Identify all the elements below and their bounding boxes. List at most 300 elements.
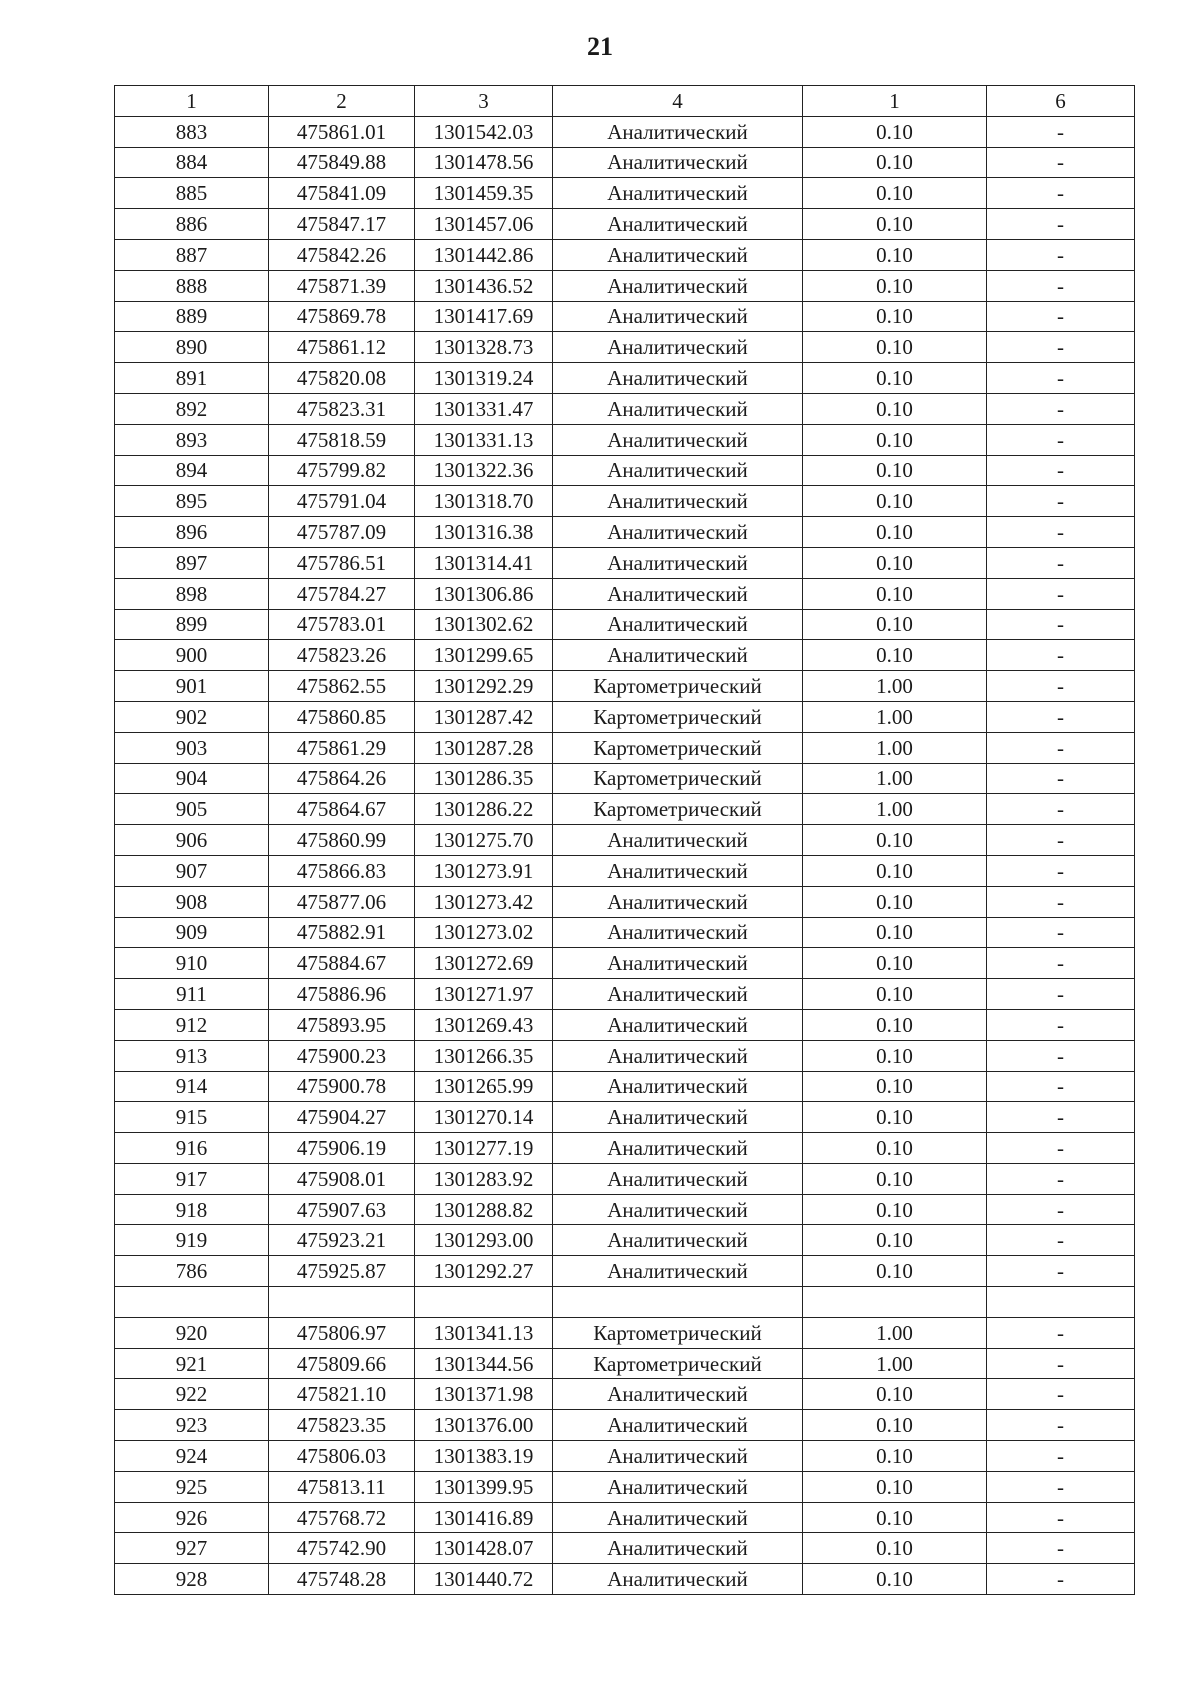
note-cell: - — [987, 486, 1135, 517]
method-cell: Аналитический — [553, 116, 803, 147]
note-cell: - — [987, 270, 1135, 301]
point-number-cell: 921 — [115, 1348, 269, 1379]
table-row — [115, 363, 1135, 394]
method-cell: Аналитический — [553, 1410, 803, 1441]
accuracy-cell: 0.10 — [803, 1071, 987, 1102]
note-cell: - — [987, 1379, 1135, 1410]
table-row — [115, 671, 1135, 702]
x-coordinate-cell: 475861.01 — [269, 116, 415, 147]
method-cell: Аналитический — [553, 1040, 803, 1071]
method-cell: Аналитический — [553, 1071, 803, 1102]
y-coordinate-cell: 1301302.62 — [415, 609, 553, 640]
note-cell: - — [987, 578, 1135, 609]
table-row — [115, 1102, 1135, 1133]
point-number-cell: 919 — [115, 1225, 269, 1256]
point-number-cell: 909 — [115, 917, 269, 948]
note-cell: - — [987, 855, 1135, 886]
point-number-cell: 928 — [115, 1564, 269, 1595]
table-row — [115, 332, 1135, 363]
note-cell: - — [987, 1163, 1135, 1194]
table-row — [115, 393, 1135, 424]
accuracy-cell: 0.10 — [803, 1564, 987, 1595]
note-cell: - — [987, 825, 1135, 856]
method-cell: Аналитический — [553, 578, 803, 609]
accuracy-cell: 1.00 — [803, 794, 987, 825]
table-row — [115, 701, 1135, 732]
method-cell: Аналитический — [553, 301, 803, 332]
x-coordinate-cell: 475877.06 — [269, 886, 415, 917]
method-cell: Аналитический — [553, 1163, 803, 1194]
x-coordinate-cell: 475923.21 — [269, 1225, 415, 1256]
y-coordinate-cell: 1301273.91 — [415, 855, 553, 886]
y-coordinate-cell: 1301283.92 — [415, 1163, 553, 1194]
point-number-cell: 905 — [115, 794, 269, 825]
table-row — [115, 1564, 1135, 1595]
method-cell: Аналитический — [553, 886, 803, 917]
accuracy-cell: 1.00 — [803, 1348, 987, 1379]
coordinates-table — [114, 85, 1135, 1595]
point-number-cell: 914 — [115, 1071, 269, 1102]
accuracy-cell: 0.10 — [803, 363, 987, 394]
method-cell: Аналитический — [553, 393, 803, 424]
method-cell: Картометрический — [553, 763, 803, 794]
y-coordinate-cell: 1301306.86 — [415, 578, 553, 609]
table-row — [115, 855, 1135, 886]
method-cell: Аналитический — [553, 1441, 803, 1472]
table-row — [115, 1071, 1135, 1102]
note-cell: - — [987, 178, 1135, 209]
point-number-cell: 908 — [115, 886, 269, 917]
point-number-cell: 898 — [115, 578, 269, 609]
accuracy-cell: 1.00 — [803, 671, 987, 702]
point-number-cell: 920 — [115, 1317, 269, 1348]
table-row — [115, 1317, 1135, 1348]
table-row — [115, 1502, 1135, 1533]
note-cell: - — [987, 517, 1135, 548]
y-coordinate-cell: 1301457.06 — [415, 209, 553, 240]
x-coordinate-cell: 475813.11 — [269, 1471, 415, 1502]
point-number-cell: 925 — [115, 1471, 269, 1502]
method-cell: Аналитический — [553, 332, 803, 363]
accuracy-cell: 0.10 — [803, 116, 987, 147]
note-cell: - — [987, 1471, 1135, 1502]
accuracy-cell: 0.10 — [803, 1379, 987, 1410]
point-number-cell: 901 — [115, 671, 269, 702]
y-coordinate-cell: 1301273.02 — [415, 917, 553, 948]
x-coordinate-cell: 475907.63 — [269, 1194, 415, 1225]
x-coordinate-cell: 475900.78 — [269, 1071, 415, 1102]
table-row — [115, 794, 1135, 825]
y-coordinate-cell: 1301271.97 — [415, 979, 553, 1010]
table-row — [115, 1410, 1135, 1441]
note-cell: - — [987, 424, 1135, 455]
table-row — [115, 1256, 1135, 1287]
y-coordinate-cell: 1301417.69 — [415, 301, 553, 332]
note-cell: - — [987, 1133, 1135, 1164]
method-cell: Аналитический — [553, 147, 803, 178]
x-coordinate-cell: 475742.90 — [269, 1533, 415, 1564]
accuracy-cell: 0.10 — [803, 1533, 987, 1564]
y-coordinate-cell: 1301287.42 — [415, 701, 553, 732]
method-cell: Картометрический — [553, 732, 803, 763]
coordinates-table-body — [115, 86, 1135, 1595]
x-coordinate-cell: 475860.99 — [269, 825, 415, 856]
method-cell: Аналитический — [553, 640, 803, 671]
table-row — [115, 455, 1135, 486]
method-cell: Картометрический — [553, 794, 803, 825]
x-coordinate-cell: 475809.66 — [269, 1348, 415, 1379]
y-coordinate-cell: 1301273.42 — [415, 886, 553, 917]
accuracy-cell: 0.10 — [803, 517, 987, 548]
method-cell — [553, 1287, 803, 1318]
table-row — [115, 1009, 1135, 1040]
point-number-cell: 916 — [115, 1133, 269, 1164]
y-coordinate-cell: 1301275.70 — [415, 825, 553, 856]
point-number-cell: 890 — [115, 332, 269, 363]
point-number-cell: 899 — [115, 609, 269, 640]
table-row — [115, 609, 1135, 640]
y-coordinate-cell: 1301459.35 — [415, 178, 553, 209]
y-coordinate-cell: 1301292.29 — [415, 671, 553, 702]
x-coordinate-cell: 475791.04 — [269, 486, 415, 517]
table-row — [115, 578, 1135, 609]
x-coordinate-cell: 475783.01 — [269, 609, 415, 640]
method-cell: Аналитический — [553, 1102, 803, 1133]
x-coordinate-cell: 475841.09 — [269, 178, 415, 209]
table-row — [115, 825, 1135, 856]
method-cell: Аналитический — [553, 1564, 803, 1595]
method-cell: Аналитический — [553, 1225, 803, 1256]
x-coordinate-cell: 475823.31 — [269, 393, 415, 424]
note-cell: - — [987, 1533, 1135, 1564]
accuracy-cell: 0.10 — [803, 1256, 987, 1287]
point-number-cell: 912 — [115, 1009, 269, 1040]
accuracy-cell: 0.10 — [803, 1502, 987, 1533]
table-row — [115, 270, 1135, 301]
x-coordinate-cell: 475818.59 — [269, 424, 415, 455]
note-cell: - — [987, 979, 1135, 1010]
note-cell: - — [987, 393, 1135, 424]
x-coordinate-cell: 475786.51 — [269, 547, 415, 578]
accuracy-cell: 0.10 — [803, 855, 987, 886]
note-cell: - — [987, 1564, 1135, 1595]
accuracy-cell — [803, 1287, 987, 1318]
point-number-cell: 889 — [115, 301, 269, 332]
method-cell: Аналитический — [553, 1009, 803, 1040]
point-number-cell: 927 — [115, 1533, 269, 1564]
x-coordinate-cell: 475748.28 — [269, 1564, 415, 1595]
note-cell: - — [987, 301, 1135, 332]
accuracy-cell: 0.10 — [803, 424, 987, 455]
y-coordinate-cell: 1301442.86 — [415, 239, 553, 270]
x-coordinate-cell: 475904.27 — [269, 1102, 415, 1133]
page-number: 21 — [587, 32, 613, 61]
method-cell: Аналитический — [553, 178, 803, 209]
table-row — [115, 301, 1135, 332]
method-cell: Аналитический — [553, 1471, 803, 1502]
method-cell: Аналитический — [553, 825, 803, 856]
y-coordinate-cell: 1301341.13 — [415, 1317, 553, 1348]
y-coordinate-cell: 1301277.19 — [415, 1133, 553, 1164]
table-row — [115, 239, 1135, 270]
y-coordinate-cell: 1301322.36 — [415, 455, 553, 486]
accuracy-cell: 0.10 — [803, 301, 987, 332]
table-row — [115, 486, 1135, 517]
table-row — [115, 948, 1135, 979]
x-coordinate-cell: 475864.26 — [269, 763, 415, 794]
table-row — [115, 147, 1135, 178]
x-coordinate-cell: 475784.27 — [269, 578, 415, 609]
note-cell: - — [987, 609, 1135, 640]
point-number-cell: 904 — [115, 763, 269, 794]
accuracy-cell: 0.10 — [803, 979, 987, 1010]
y-coordinate-cell: 1301314.41 — [415, 547, 553, 578]
accuracy-cell: 0.10 — [803, 455, 987, 486]
x-coordinate-cell: 475787.09 — [269, 517, 415, 548]
y-coordinate-cell: 1301288.82 — [415, 1194, 553, 1225]
note-cell: - — [987, 1194, 1135, 1225]
y-coordinate-cell: 1301440.72 — [415, 1564, 553, 1595]
point-number-cell: 924 — [115, 1441, 269, 1472]
table-row — [115, 1194, 1135, 1225]
accuracy-cell: 0.10 — [803, 209, 987, 240]
accuracy-cell: 0.10 — [803, 393, 987, 424]
note-cell: - — [987, 1410, 1135, 1441]
point-number-cell: 886 — [115, 209, 269, 240]
x-coordinate-cell: 475900.23 — [269, 1040, 415, 1071]
y-coordinate-cell: 1301266.35 — [415, 1040, 553, 1071]
y-coordinate-cell: 1301383.19 — [415, 1441, 553, 1472]
method-cell: Аналитический — [553, 424, 803, 455]
note-cell: - — [987, 1256, 1135, 1287]
table-header-row — [115, 86, 1135, 117]
x-coordinate-cell: 475866.83 — [269, 855, 415, 886]
method-cell: Аналитический — [553, 455, 803, 486]
accuracy-cell: 0.10 — [803, 886, 987, 917]
x-coordinate-cell: 475823.35 — [269, 1410, 415, 1441]
table-row — [115, 209, 1135, 240]
method-cell: Аналитический — [553, 270, 803, 301]
method-cell: Аналитический — [553, 363, 803, 394]
x-coordinate-cell: 475906.19 — [269, 1133, 415, 1164]
method-cell: Аналитический — [553, 1533, 803, 1564]
x-coordinate-cell: 475871.39 — [269, 270, 415, 301]
x-coordinate-cell: 475806.97 — [269, 1317, 415, 1348]
note-cell: - — [987, 763, 1135, 794]
method-cell: Картометрический — [553, 701, 803, 732]
y-coordinate-cell: 1301286.22 — [415, 794, 553, 825]
x-coordinate-cell — [269, 1287, 415, 1318]
accuracy-cell: 0.10 — [803, 270, 987, 301]
x-coordinate-cell: 475882.91 — [269, 917, 415, 948]
point-number-cell: 884 — [115, 147, 269, 178]
accuracy-cell: 0.10 — [803, 948, 987, 979]
accuracy-cell: 0.10 — [803, 486, 987, 517]
method-cell: Аналитический — [553, 948, 803, 979]
x-coordinate-cell: 475893.95 — [269, 1009, 415, 1040]
method-cell: Аналитический — [553, 1194, 803, 1225]
table-row — [115, 1133, 1135, 1164]
y-coordinate-cell: 1301269.43 — [415, 1009, 553, 1040]
point-number-cell: 926 — [115, 1502, 269, 1533]
point-number-cell: 907 — [115, 855, 269, 886]
accuracy-cell: 1.00 — [803, 732, 987, 763]
note-cell: - — [987, 886, 1135, 917]
accuracy-cell: 0.10 — [803, 578, 987, 609]
method-cell: Аналитический — [553, 517, 803, 548]
x-coordinate-cell: 475925.87 — [269, 1256, 415, 1287]
table-row — [115, 886, 1135, 917]
y-coordinate-cell: 1301299.65 — [415, 640, 553, 671]
method-cell: Аналитический — [553, 1133, 803, 1164]
point-number-cell: 887 — [115, 239, 269, 270]
method-cell: Картометрический — [553, 1348, 803, 1379]
point-number-cell: 910 — [115, 948, 269, 979]
column-number-cell: 2 — [269, 86, 415, 117]
x-coordinate-cell: 475821.10 — [269, 1379, 415, 1410]
y-coordinate-cell: 1301399.95 — [415, 1471, 553, 1502]
y-coordinate-cell: 1301286.35 — [415, 763, 553, 794]
column-number-cell: 1 — [803, 86, 987, 117]
note-cell: - — [987, 363, 1135, 394]
x-coordinate-cell: 475864.67 — [269, 794, 415, 825]
method-cell: Аналитический — [553, 855, 803, 886]
method-cell: Аналитический — [553, 1256, 803, 1287]
note-cell: - — [987, 1071, 1135, 1102]
y-coordinate-cell: 1301270.14 — [415, 1102, 553, 1133]
y-coordinate-cell: 1301428.07 — [415, 1533, 553, 1564]
table-row — [115, 979, 1135, 1010]
accuracy-cell: 0.10 — [803, 178, 987, 209]
accuracy-cell: 1.00 — [803, 701, 987, 732]
column-number-cell: 3 — [415, 86, 553, 117]
table-row — [115, 1287, 1135, 1318]
accuracy-cell: 0.10 — [803, 1102, 987, 1133]
point-number-cell: 917 — [115, 1163, 269, 1194]
point-number-cell: 786 — [115, 1256, 269, 1287]
note-cell: - — [987, 147, 1135, 178]
point-number-cell: 891 — [115, 363, 269, 394]
note-cell: - — [987, 239, 1135, 270]
accuracy-cell: 0.10 — [803, 332, 987, 363]
y-coordinate-cell: 1301319.24 — [415, 363, 553, 394]
note-cell: - — [987, 640, 1135, 671]
table-row — [115, 763, 1135, 794]
y-coordinate-cell: 1301376.00 — [415, 1410, 553, 1441]
point-number-cell: 918 — [115, 1194, 269, 1225]
note-cell: - — [987, 1317, 1135, 1348]
method-cell: Аналитический — [553, 547, 803, 578]
column-number-cell: 1 — [115, 86, 269, 117]
y-coordinate-cell: 1301316.38 — [415, 517, 553, 548]
accuracy-cell: 0.10 — [803, 1225, 987, 1256]
point-number-cell: 896 — [115, 517, 269, 548]
x-coordinate-cell: 475908.01 — [269, 1163, 415, 1194]
y-coordinate-cell: 1301318.70 — [415, 486, 553, 517]
accuracy-cell: 0.10 — [803, 825, 987, 856]
table-row — [115, 917, 1135, 948]
y-coordinate-cell: 1301331.13 — [415, 424, 553, 455]
note-cell: - — [987, 1040, 1135, 1071]
x-coordinate-cell: 475820.08 — [269, 363, 415, 394]
y-coordinate-cell: 1301344.56 — [415, 1348, 553, 1379]
accuracy-cell: 0.10 — [803, 147, 987, 178]
x-coordinate-cell: 475842.26 — [269, 239, 415, 270]
x-coordinate-cell: 475861.29 — [269, 732, 415, 763]
point-number-cell: 915 — [115, 1102, 269, 1133]
method-cell: Картометрический — [553, 1317, 803, 1348]
table-row — [115, 1379, 1135, 1410]
table-row — [115, 517, 1135, 548]
accuracy-cell: 0.10 — [803, 1194, 987, 1225]
note-cell — [987, 1287, 1135, 1318]
note-cell: - — [987, 671, 1135, 702]
x-coordinate-cell: 475860.85 — [269, 701, 415, 732]
point-number-cell: 892 — [115, 393, 269, 424]
point-number-cell: 885 — [115, 178, 269, 209]
accuracy-cell: 0.10 — [803, 1410, 987, 1441]
y-coordinate-cell: 1301331.47 — [415, 393, 553, 424]
accuracy-cell: 0.10 — [803, 547, 987, 578]
point-number-cell: 906 — [115, 825, 269, 856]
point-number-cell: 900 — [115, 640, 269, 671]
x-coordinate-cell: 475884.67 — [269, 948, 415, 979]
note-cell: - — [987, 917, 1135, 948]
point-number-cell: 883 — [115, 116, 269, 147]
accuracy-cell: 0.10 — [803, 1040, 987, 1071]
accuracy-cell: 0.10 — [803, 239, 987, 270]
note-cell: - — [987, 948, 1135, 979]
x-coordinate-cell: 475823.26 — [269, 640, 415, 671]
point-number-cell — [115, 1287, 269, 1318]
table-row — [115, 640, 1135, 671]
note-cell: - — [987, 1009, 1135, 1040]
note-cell: - — [987, 732, 1135, 763]
y-coordinate-cell: 1301272.69 — [415, 948, 553, 979]
point-number-cell: 913 — [115, 1040, 269, 1071]
table-row — [115, 1533, 1135, 1564]
point-number-cell: 893 — [115, 424, 269, 455]
point-number-cell: 903 — [115, 732, 269, 763]
method-cell: Аналитический — [553, 1502, 803, 1533]
table-row — [115, 1471, 1135, 1502]
table-row — [115, 424, 1135, 455]
x-coordinate-cell: 475806.03 — [269, 1441, 415, 1472]
y-coordinate-cell: 1301478.56 — [415, 147, 553, 178]
x-coordinate-cell: 475799.82 — [269, 455, 415, 486]
table-row — [115, 1040, 1135, 1071]
table-row — [115, 1441, 1135, 1472]
x-coordinate-cell: 475869.78 — [269, 301, 415, 332]
method-cell: Аналитический — [553, 239, 803, 270]
note-cell: - — [987, 116, 1135, 147]
y-coordinate-cell: 1301287.28 — [415, 732, 553, 763]
x-coordinate-cell: 475768.72 — [269, 1502, 415, 1533]
accuracy-cell: 0.10 — [803, 1471, 987, 1502]
accuracy-cell: 0.10 — [803, 1163, 987, 1194]
table-row — [115, 732, 1135, 763]
accuracy-cell: 0.10 — [803, 917, 987, 948]
note-cell: - — [987, 701, 1135, 732]
note-cell: - — [987, 455, 1135, 486]
x-coordinate-cell: 475847.17 — [269, 209, 415, 240]
point-number-cell: 902 — [115, 701, 269, 732]
x-coordinate-cell: 475861.12 — [269, 332, 415, 363]
point-number-cell: 911 — [115, 979, 269, 1010]
table-row — [115, 547, 1135, 578]
column-number-cell: 4 — [553, 86, 803, 117]
method-cell: Аналитический — [553, 917, 803, 948]
